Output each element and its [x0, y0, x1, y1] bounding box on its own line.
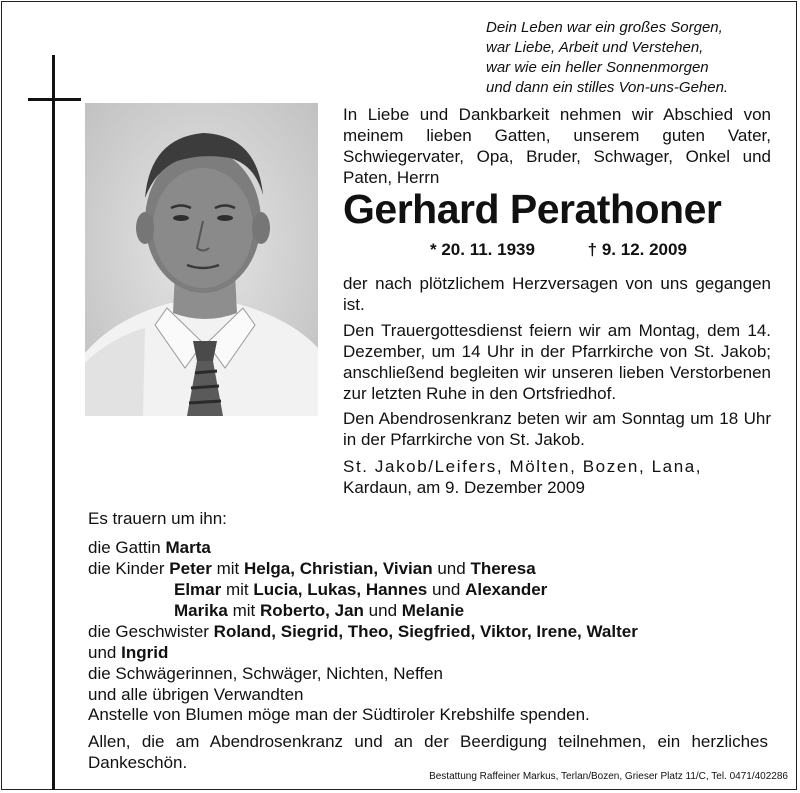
wife-name: Marta — [165, 538, 211, 557]
mourners-list — [88, 508, 778, 705]
funeral-service-text: Den Trauergottesdienst feiern wir am Montag, dem 14. Dezember, um 14 Uhr in der Pfarrkirche von St. Jakob; anschließend begleiten wir unseren lieben Verstorbenen zur letzten Ruhe in den Ortsfriedhof. — [343, 321, 771, 403]
poem-line: war wie ein heller Sonnenmorgen — [486, 59, 709, 76]
list-item: die Geschwister Roland, Siegrid, Theo, Siegfried, Viktor, Irene, Walter — [88, 622, 638, 641]
list-item: und alle übrigen Verwandten — [88, 685, 304, 704]
poem-line: war Liebe, Arbeit und Verstehen, — [486, 39, 704, 56]
poem — [486, 18, 786, 98]
life-dates — [430, 240, 687, 260]
mourners-header: Es trauern um ihn: — [88, 509, 227, 528]
passing-text: der nach plötzlichem Herzversagen von uns gegangen ist. — [343, 274, 771, 314]
list-item: und Ingrid — [88, 643, 169, 662]
donation-note: Anstelle von Blumen möge man der Südtiroler Krebshilfe spenden. — [88, 705, 590, 724]
rosary-text: Den Abendrosenkranz beten wir am Sonntag um 18 Uhr in der Pfarrkirche von St. Jakob. — [343, 409, 771, 449]
funeral-home-footer: Bestattung Raffeiner Markus, Terlan/Bozen, Grieser Platz 11/C, Tel. 0471/402286 — [429, 771, 788, 782]
death-date: † 9. 12. 2009 — [587, 240, 687, 259]
list-item: die Schwägerinnen, Schwäger, Nichten, Neffen — [88, 664, 444, 683]
closing-section — [88, 704, 768, 773]
poem-line: und dann ein stilles Von-uns-Gehen. — [486, 79, 729, 96]
cross-horizontal — [28, 98, 81, 101]
list-item: Marika mit Roberto, Jan und Melanie — [174, 601, 465, 620]
place-line: Kardaun, am 9. Dezember 2009 — [343, 478, 585, 497]
deceased-name: Gerhard Perathoner — [343, 186, 722, 232]
portrait-photo — [85, 103, 318, 416]
birth-date: * 20. 11. 1939 — [430, 240, 535, 259]
place-line: St. Jakob/Leifers, Mölten, Bozen, Lana, — [343, 457, 703, 476]
cross-vertical — [52, 55, 55, 790]
poem-line: Dein Leben war ein großes Sorgen, — [486, 19, 723, 36]
list-item: Elmar mit Lucia, Lukas, Hannes und Alexander — [174, 580, 548, 599]
place-and-date — [343, 456, 771, 498]
thanks-note: Allen, die am Abendrosenkranz und an der Beerdigung teilnehmen, ein herzliches Dankeschön. — [88, 732, 768, 772]
list-item: die Gattin Marta — [88, 538, 211, 557]
intro-text: In Liebe und Dankbarkeit nehmen wir Abschied von meinem lieben Gatten, unserem guten Vater, Schwiegervater, Opa, Bruder, Schwager, Onkel und Paten, Herrn — [343, 105, 771, 187]
list-item: die Kinder Peter mit Helga, Christian, Vivian und Theresa — [88, 559, 536, 578]
